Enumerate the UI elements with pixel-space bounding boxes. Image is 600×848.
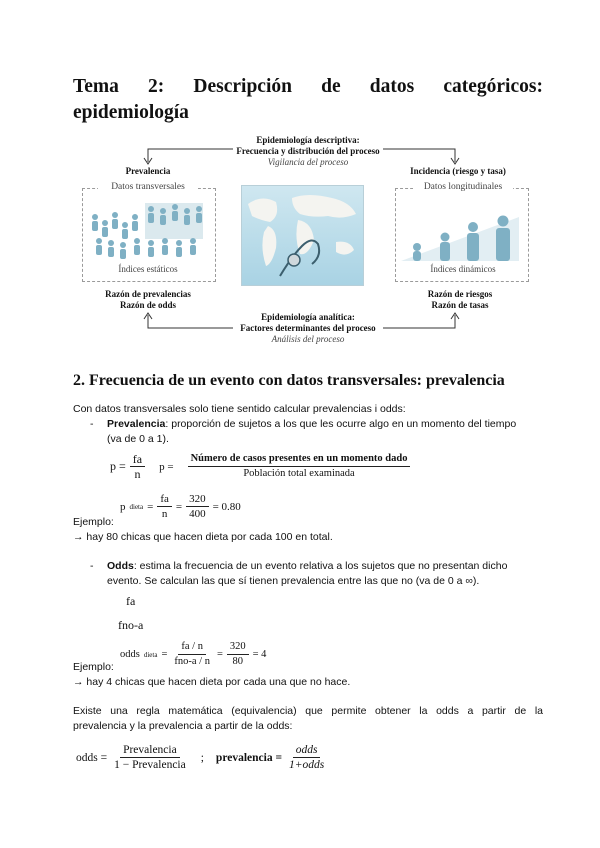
descriptive-label: Epidemiología descriptiva:	[256, 135, 360, 145]
odds-ex-den1: fno-a / n	[174, 656, 210, 667]
cross-sectional-label: Datos transversales	[98, 182, 198, 192]
prev-formula-den: n	[134, 467, 141, 481]
bullet-dash: -	[90, 418, 94, 430]
prev-formula-rhs-num: Número de casos presentes en un momento dado	[188, 452, 411, 467]
prevalence-example-formula: p dieta = $\frac{fa}{n}$ = $\frac{320}{400}$ = 0.80	[120, 493, 241, 520]
crowd-figures-icon	[87, 197, 211, 263]
static-indices-label: Índices estáticos	[118, 264, 178, 274]
odds-ex-num2: 320	[227, 640, 249, 655]
growth-figures-icon	[399, 197, 523, 263]
prev-ex-frac2	[186, 492, 209, 521]
prev-formula-num: fa	[130, 452, 145, 467]
analytical-label: Epidemiología analítica:	[261, 312, 355, 322]
prev-ex-num1: fa	[157, 492, 172, 507]
prevalence-example-text: → hay 80 chicas que hacen dieta por cada 100 en total.	[73, 531, 333, 543]
incidence-title: Incidencia (riesgo y tasa)	[410, 166, 506, 176]
odds-formula-den: fno-a	[118, 618, 144, 632]
rule-a-num: Prevalencia	[120, 743, 180, 758]
odds-formula	[115, 594, 146, 632]
prevalence-ratio-label: Razón de prevalencias	[105, 289, 191, 299]
rule-b-lhs: prevalencia =	[215, 751, 282, 764]
prev-ex-num2: 320	[186, 492, 209, 507]
odds-formula-num: fa	[126, 594, 136, 608]
epidemiology-diagram	[73, 133, 543, 355]
globe-stethoscope-icon	[242, 186, 363, 285]
prev-ex-lhs: p	[120, 500, 126, 513]
odds-ratio-label: Razón de odds	[119, 300, 176, 310]
intro-text: Con datos transversales solo tiene sentido calcular prevalencias i odds:	[73, 403, 406, 415]
prevalence-example-label: Ejemplo:	[73, 516, 114, 528]
section-heading: 2. Frecuencia de un evento con datos transversales: prevalencia	[73, 372, 505, 389]
prevalence-text: : proporción de sujetos a los que les ocurre algo en un momento del tiempo	[165, 418, 517, 430]
prevalence-title: Prevalencia	[125, 166, 171, 176]
world-map-image	[241, 185, 364, 286]
bullet-dash: -	[90, 560, 94, 572]
title-word: 2:	[148, 76, 165, 97]
odds-formula-fraction	[115, 594, 146, 632]
rule-separator: ;	[200, 751, 204, 764]
odds-example-label: Ejemplo:	[73, 661, 114, 673]
prev-formula-rhs-den: Población total examinada	[243, 468, 355, 479]
page-title	[73, 74, 543, 126]
odds-ex-lhs: odds	[120, 649, 140, 660]
prev-ex-sub: dieta	[129, 502, 144, 511]
odds-example-text: → hay 4 chicas que hacen dieta por cada una que no hace.	[73, 676, 351, 688]
prevalence-range: (va de 0 a 1).	[107, 433, 169, 445]
odds-ex-den2: 80	[232, 656, 243, 667]
descriptive-label-3: Vigilancia del proceso	[267, 157, 349, 167]
prevalence-formula: p = $\frac{fa}{n}$ p = $\frac{\text{Número de casos presentes en un momento dado}}{\text{Población total examinada}}$	[110, 452, 410, 481]
analytical-label-3: Análisis del proceso	[271, 334, 345, 344]
odds-ex-sub: dieta	[143, 650, 158, 659]
rule-a-lhs: odds =	[76, 751, 108, 764]
prevalence-term: Prevalencia	[107, 418, 166, 430]
descriptive-label-2: Frecuencia y distribución del proceso	[236, 146, 380, 156]
title-word: datos	[369, 76, 415, 97]
rule-a-frac	[111, 743, 189, 772]
prev-formula-lhs: p =	[110, 459, 126, 473]
equivalence-formula	[76, 743, 327, 772]
odds-text: : estima la frecuencia de un evento relativa a los sujetos que no presentan dicho	[133, 560, 508, 572]
prev-ex-result: = 0.80	[212, 500, 241, 513]
rule-b-den: 1+odds	[289, 759, 325, 771]
prev-ex-frac1	[157, 492, 172, 521]
analytical-label-2: Factores determinantes del proceso	[240, 323, 376, 333]
odds-term: Odds	[107, 560, 134, 572]
risk-ratio-label: Razón de riesgos	[427, 289, 493, 299]
longitudinal-label: Datos longitudinales	[413, 182, 513, 192]
prev-formula-definition	[188, 452, 411, 481]
prev-formula-fraction	[130, 452, 145, 481]
title-word: Descripción	[193, 76, 292, 97]
prevalence-definition	[107, 417, 544, 432]
odds-example-formula: odds dieta = $\frac{fa / n}{\text{fno-a / n}}$ = $\frac{320}{80}$ = 4	[120, 641, 267, 667]
odds-ex-num1: fa / n	[178, 640, 206, 655]
prev-ex-den2: 400	[189, 508, 206, 520]
title-word: categóricos:	[443, 76, 543, 97]
dynamic-indices-label: Índices dinámicos	[430, 264, 496, 274]
odds-text-2: evento. Se calculan las que sí tienen prevalencia entre las que no (va de 0 a ∞).	[107, 575, 480, 587]
title-line2: epidemiología	[73, 102, 189, 123]
odds-ex-frac2	[227, 640, 249, 669]
odds-ex-result: = 4	[252, 649, 267, 660]
rate-ratio-label: Razón de tasas	[431, 300, 489, 310]
title-word: Tema	[73, 76, 119, 97]
rule-text: Existe una regla matemática (equivalencia) que permite obtener la odds a partir de la	[73, 705, 543, 717]
odds-definition	[107, 559, 544, 574]
odds-ex-frac1	[171, 640, 213, 669]
rule-b-num: odds	[293, 743, 321, 758]
prev-ex-den1: n	[161, 508, 168, 520]
rule-b-frac	[286, 743, 327, 772]
rule-a-den: 1 − Prevalencia	[114, 759, 186, 771]
rule-text-2: prevalencia y la prevalencia a partir de la odds:	[73, 720, 293, 732]
title-word: de	[321, 76, 341, 97]
